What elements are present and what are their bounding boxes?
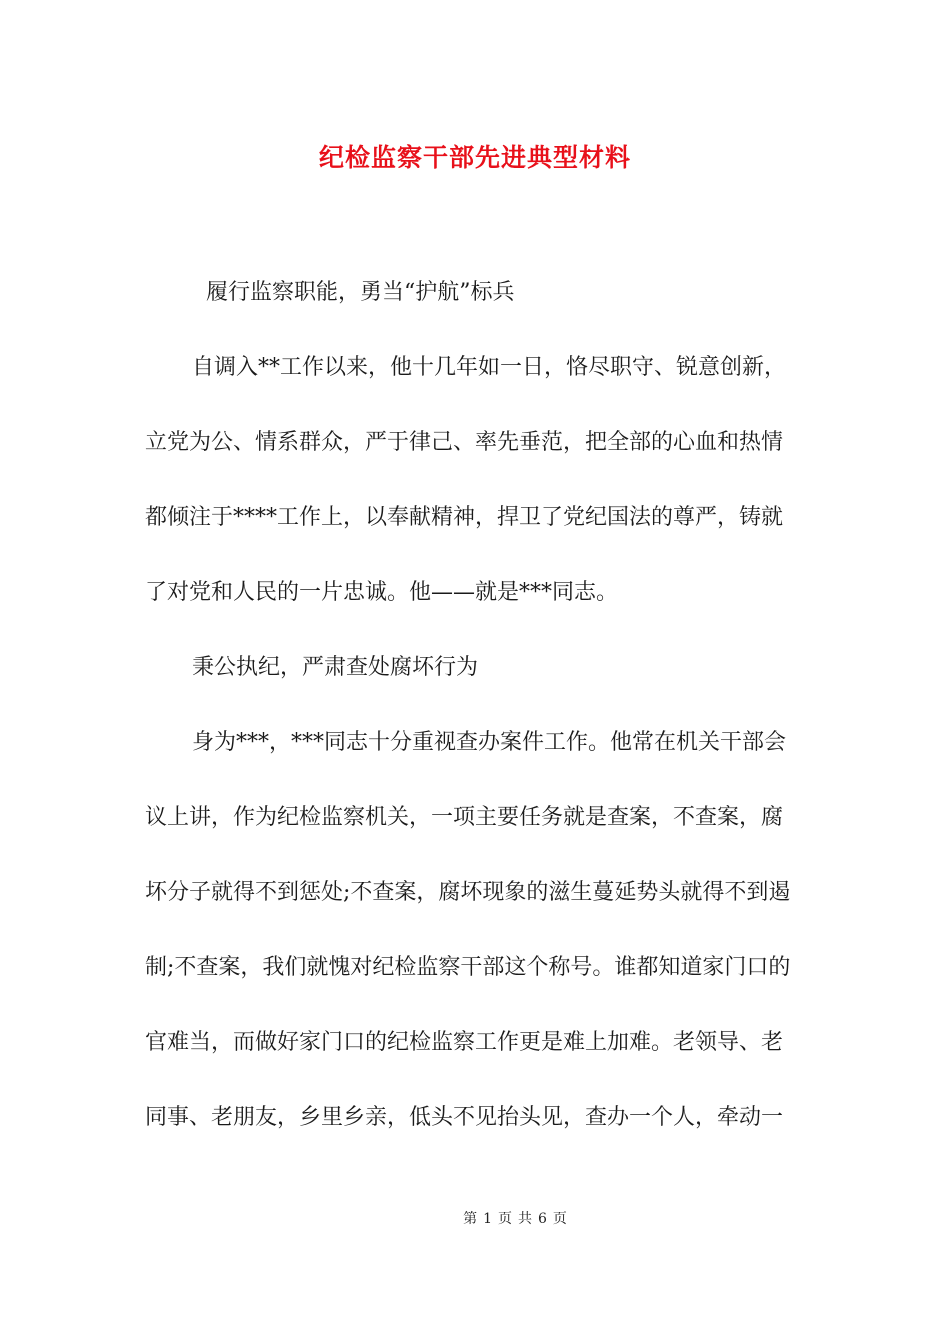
paragraph-line: 同事、老朋友，乡里乡亲，低头不见抬头见，查办一个人，牵动一: [145, 1105, 784, 1130]
page-footer: [0, 1208, 950, 1228]
footer-total-pages: 6: [538, 1211, 547, 1227]
footer-current-page: 1: [483, 1211, 492, 1227]
paragraph-line: 自调入**工作以来，他十几年如一日，恪尽职守、锐意创新，: [192, 355, 787, 380]
paragraph-line: 坏分子就得不到惩处;不查案，腐坏现象的滋生蔓延势头就得不到遏: [145, 880, 791, 905]
paragraph-line: 议上讲，作为纪检监察机关，一项主要任务就是查案，不查案，腐: [145, 805, 784, 830]
section-heading: 秉公执纪，严肃查处腐坏行为: [192, 655, 479, 680]
paragraph-line: 了对党和人民的一片忠诚。他——就是***同志。: [145, 580, 619, 605]
footer-total-unit: 页: [552, 1211, 567, 1227]
document-title: 纪检监察干部先进典型材料: [318, 143, 631, 172]
paragraph-line: 身为***，***同志十分重视查办案件工作。他常在机关干部会: [192, 730, 787, 755]
paragraph-line: 都倾注于****工作上，以奉献精神，捍卫了党纪国法的尊严，铸就: [145, 505, 784, 530]
section-heading: 履行监察职能，勇当“护航”标兵: [206, 280, 515, 305]
footer-page-label: 第: [463, 1211, 478, 1227]
paragraph-line: 立党为公、情系群众，严于律己、率先垂范，把全部的心血和热情: [145, 430, 784, 455]
paragraph-line: 官难当，而做好家门口的纪检监察工作更是难上加难。老领导、老: [145, 1030, 784, 1055]
footer-total-label: 共: [518, 1211, 532, 1227]
paragraph-line: 制;不查案，我们就愧对纪检监察干部这个称号。谁都知道家门口的: [145, 955, 791, 980]
footer-page-unit: 页: [498, 1211, 512, 1227]
